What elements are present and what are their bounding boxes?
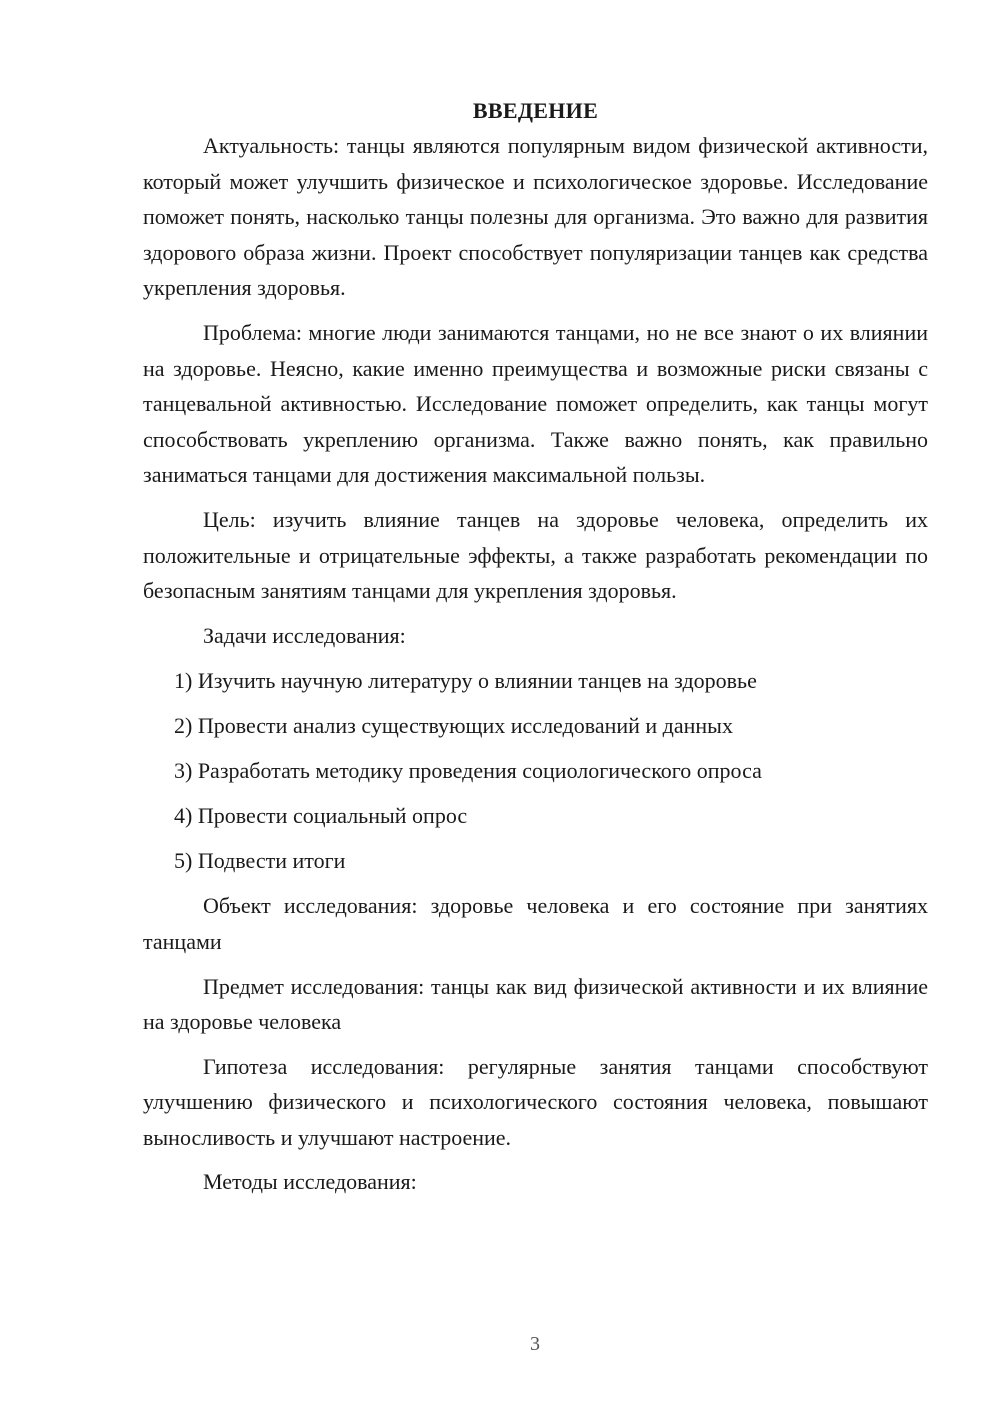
task-item-4: 4) Провести социальный опрос bbox=[174, 803, 468, 829]
hypothesis-paragraph: Гипотеза исследования: регулярные занятия танцами способствуют улучшению физического и психологического состояния человека, повышают выносливость и улучшают настроение. bbox=[143, 1053, 928, 1150]
tasks-heading: Задачи исследования: bbox=[203, 622, 406, 648]
subject-paragraph: Предмет исследования: танцы как вид физической активности и их влияние на здоровье человека bbox=[143, 973, 928, 1035]
tasks-list bbox=[143, 663, 928, 878]
page-title: ВВЕДЕНИЕ bbox=[472, 98, 599, 123]
object-paragraph: Объект исследования: здоровье человека и его состояние при занятиях танцами bbox=[143, 893, 928, 954]
relevance-paragraph: Актуальность: танцы являются популярным видом физической активности, который может улучшить физическое и психологическое здоровье. Исследование поможет понять, насколько танцы полезны для организма. Это важно для развития здорового образа жизни. Проект способствует популяризации танцев как средства укрепления здоровья. bbox=[143, 133, 928, 301]
problem-paragraph: Проблема: многие люди занимаются танцами, но не все знают о их влиянии на здоровье. Неясно, какие именно преимущества и возможные риски связаны с танцевальной активностью. Исследование поможет определить, как танцы могут способствовать укреплению организма. Также важно понять, как правильно заниматься танцами для достижения максимальной пользы. bbox=[143, 319, 928, 488]
task-item-5: 5) Подвести итоги bbox=[174, 848, 346, 874]
task-item-1: 1) Изучить научную литературу о влиянии танцев на здоровье bbox=[174, 668, 757, 694]
document-page bbox=[143, 96, 928, 1210]
task-item-3: 3) Разработать методику проведения социологического опроса bbox=[174, 758, 762, 784]
goal-paragraph: Цель: изучить влияние танцев на здоровье человека, определить их положительные и отрицательные эффекты, а также разработать рекомендации по безопасным занятиям танцами для укрепления здоровья. bbox=[143, 506, 928, 604]
methods-heading: Методы исследования: bbox=[203, 1169, 417, 1195]
page-number: 3 bbox=[530, 1333, 540, 1355]
task-item-2: 2) Провести анализ существующих исследований и данных bbox=[174, 713, 733, 739]
